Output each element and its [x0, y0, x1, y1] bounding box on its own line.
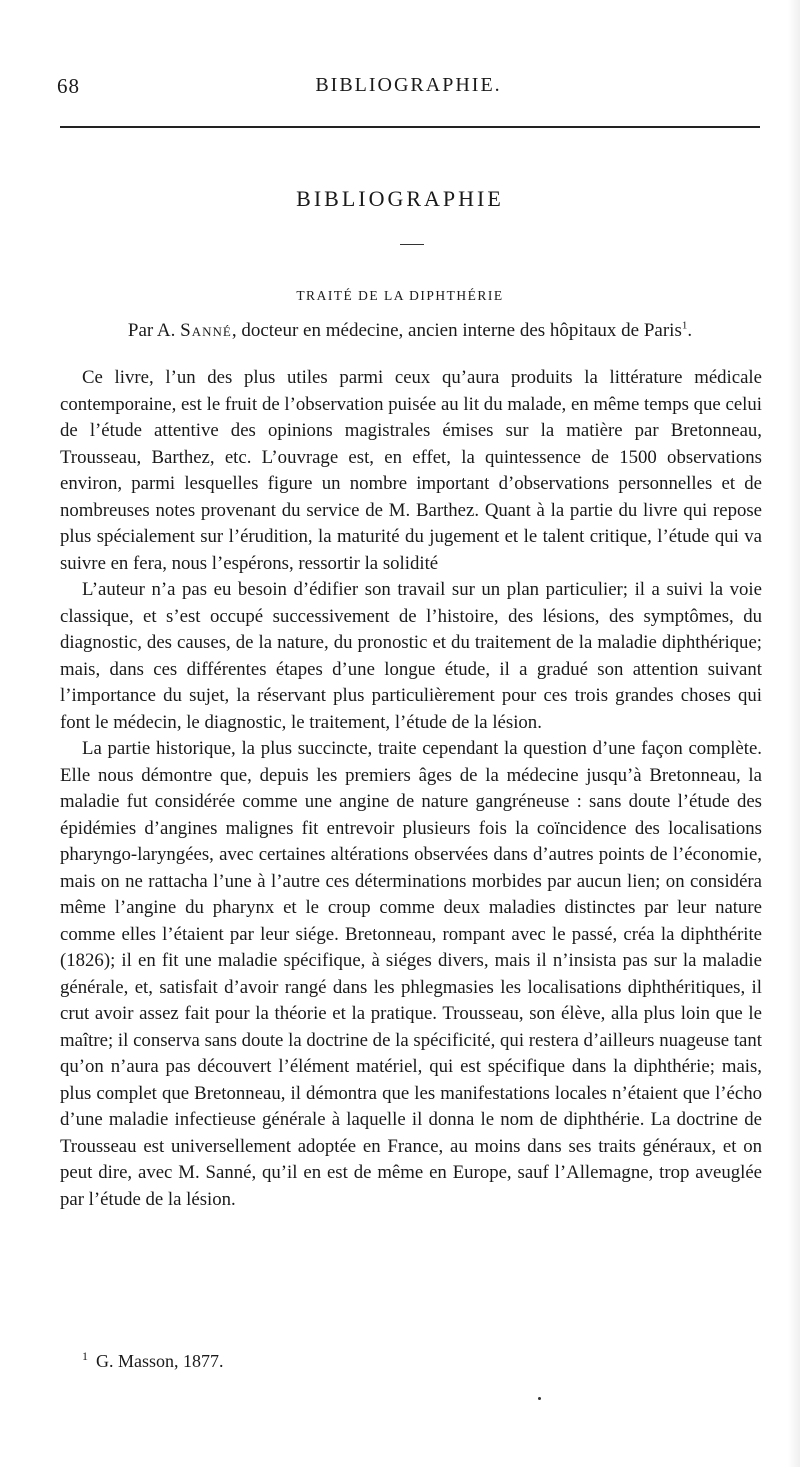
byline-end: .	[687, 320, 693, 341]
body-text	[60, 365, 762, 1213]
footnote-reference: 1	[681, 319, 688, 332]
running-head	[57, 74, 760, 104]
header-rule	[60, 126, 760, 128]
page-edge-shade	[788, 0, 800, 1467]
paragraph: L’auteur n’a pas eu besoin d’édifier son travail sur un plan particulier; il a suivi la voie classique, et s’est occupé successivement de l’histoire, des lésions, des symptômes, du diagnostic, des causes, de la nature, du pronostic et du traitement de la maladie diphthérique; mais, dans ces différentes étapes d’une longue étude, il a gradué son attention suivant l’importance du sujet, la réservant plus particulièrement pour ces trois grandes choses qui font le médecin, le diagnostic, le traitement, l’étude de la lésion.	[60, 579, 762, 733]
title-dash	[400, 244, 424, 245]
article-title: TRAITÉ DE LA DIPHTHÉRIE	[296, 288, 504, 303]
footnote-mark: 1	[82, 1349, 88, 1363]
section-title: BIBLIOGRAPHIE	[296, 186, 504, 211]
byline-author: Sanné	[180, 320, 232, 341]
paragraph: Ce livre, l’un des plus utiles parmi ceux qu’aura produits la littérature médicale contemporaine, est le fruit de l’observation puisée au lit du malade, en même temps que celui de l’étude attentive des opinions magistrales émises sur la matière par Bretonneau, Trousseau, Barthez, etc. L’ouvrage est, en effet, la quintessence de 1500 observations environ, parmi lesquelles figure un nombre important d’observations personnelles et de nombreuses notes provenant du service de M. Barthez. Quant à la partie du livre qui repose plus spécialement sur l’érudition, la maturité du jugement et le talent critique, l’étude qui va suivre en fera, nous l’espérons, ressortir la solidité	[60, 367, 762, 574]
byline	[60, 320, 760, 342]
byline-prefix: Par A.	[127, 320, 181, 341]
page-number: 68	[57, 74, 80, 98]
running-title: BIBLIOGRAPHIE.	[315, 74, 502, 96]
paragraph: La partie historique, la plus succincte, traite cependant la question d’une façon complète. Elle nous démontre que, depuis les premiers âges de la médecine jusqu’à Bretonneau, la maladie fut considérée comme une angine de nature gangréneuse : sans doute l’étude des épidémies d’angines malignes fit entrevoir plusieurs fois la coïncidence des localisations pharyngo-laryngées, avec certaines altérations observées dans d’autres points de l’économie, mais on ne rattacha l’une à l’autre ces déterminations morbides par aucun lien; on considéra même l’angine du pharynx et le croup comme deux maladies distinctes par leur nature comme elles l’étaient par leur siége. Bretonneau, rompant avec le passé, créa la diphthérite (1826); il en fit une maladie spécifique, à siéges divers, mais il n’insista pas sur la maladie générale, et, satisfait d’avoir rangé dans les phlegmasies les localisations diphthéritiques, il crut avoir assez fait pour la théorie et la pratique. Trousseau, son élève, alla plus loin que le maître; il conserva sans doute la doctrine de la spécificité, qui restera d’ailleurs nuageuse tant qu’on n’aura pas découvert l’élément matériel, qui est spécifique dans la diphthérie; mais, plus complet que Bretonneau, il démontra que les manifestations locales n’étaient que l’écho d’une maladie infectieuse générale à laquelle il donna le nom de diphthérie. La doctrine de Trousseau est universellement adoptée en France, au moins dans ses traits généraux, et on peut dire, avec M. Sanné, qu’il en est de même en Europe, sauf l’Allemagne, trop aveuglée par l’étude de la lésion.	[60, 738, 762, 1210]
byline-rest: , docteur en médecine, ancien interne des hôpitaux de Paris	[231, 320, 682, 341]
footnote-text: G. Masson, 1877.	[96, 1351, 224, 1371]
footnote	[82, 1349, 224, 1372]
print-speck	[538, 1397, 541, 1400]
